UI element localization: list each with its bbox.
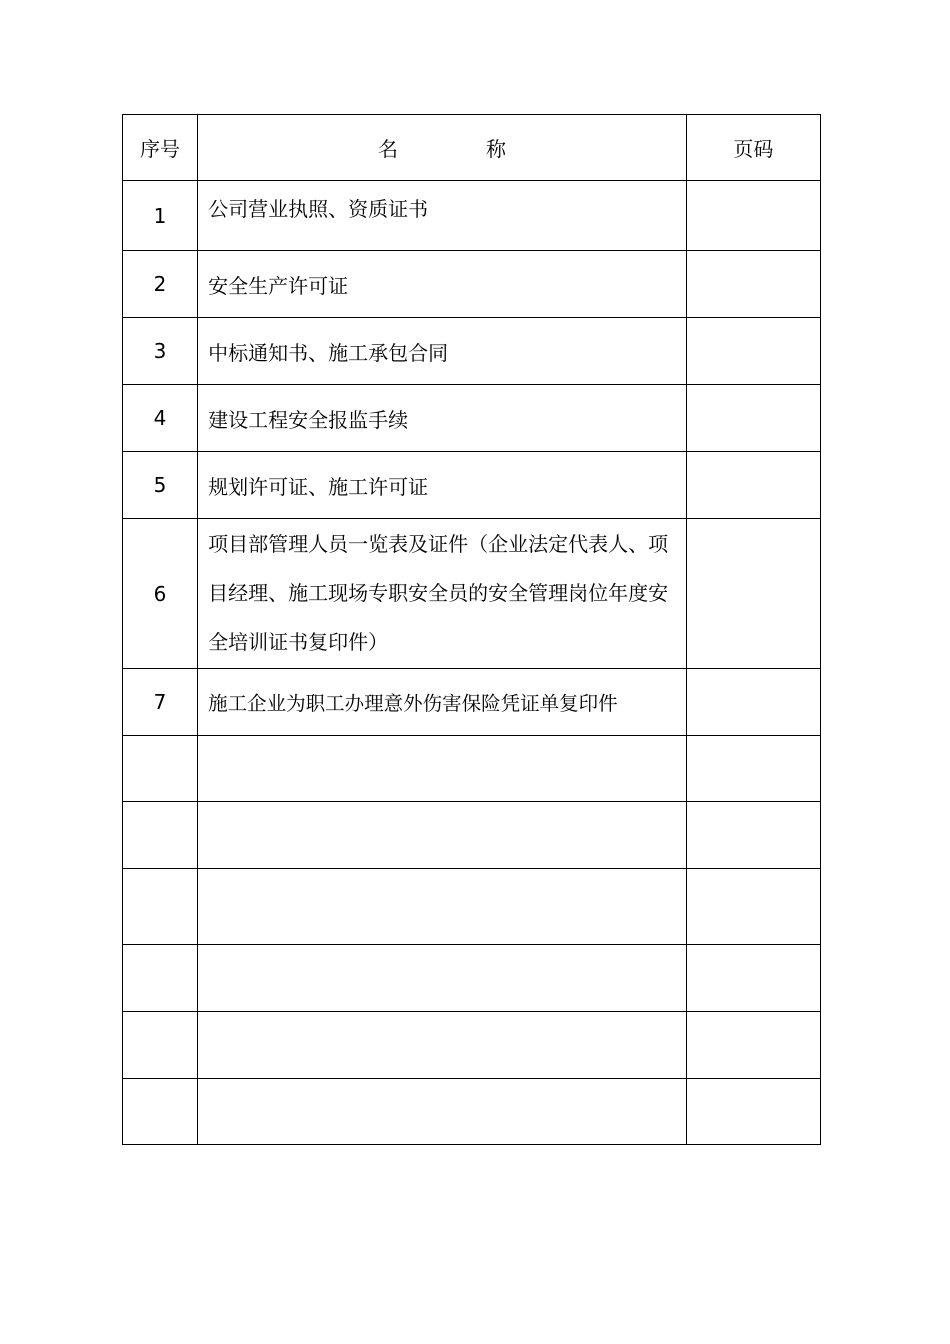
row-name: 安全生产许可证 (198, 251, 687, 318)
table-row (123, 251, 821, 318)
row-page (686, 945, 820, 1012)
row-page (686, 1079, 820, 1145)
row-name (198, 945, 687, 1012)
row-page (686, 669, 820, 736)
table-row (123, 318, 821, 385)
table-row (123, 669, 821, 736)
row-page (686, 519, 820, 669)
row-page (686, 802, 820, 869)
table-row (123, 519, 821, 669)
header-name-left: 名 (377, 137, 398, 161)
row-name: 建设工程安全报监手续 (198, 385, 687, 452)
table-row (123, 802, 821, 869)
row-seq: 2 (123, 251, 198, 318)
row-seq (123, 869, 198, 945)
row-page (686, 251, 820, 318)
header-seq: 序号 (123, 115, 198, 181)
row-name (198, 736, 687, 802)
row-page (686, 385, 820, 452)
row-name: 施工企业为职工办理意外伤害保险凭证单复印件 (198, 669, 687, 736)
row-name: 公司营业执照、资质证书 (198, 181, 687, 251)
row-name (198, 802, 687, 869)
row-seq (123, 945, 198, 1012)
table-row (123, 1012, 821, 1079)
row-page (686, 452, 820, 519)
table-row (123, 181, 821, 251)
table-row (123, 1079, 821, 1145)
row-name (198, 869, 687, 945)
row-seq: 1 (123, 181, 198, 251)
row-seq (123, 802, 198, 869)
row-seq: 4 (123, 385, 198, 452)
header-page: 页码 (686, 115, 820, 181)
table-header-row (123, 115, 821, 181)
row-name (198, 1012, 687, 1079)
row-seq: 3 (123, 318, 198, 385)
index-table (122, 114, 821, 1145)
header-name-right: 称 (485, 137, 506, 161)
row-name (198, 1079, 687, 1145)
row-name: 规划许可证、施工许可证 (198, 452, 687, 519)
table-row (123, 945, 821, 1012)
row-seq: 7 (123, 669, 198, 736)
row-seq (123, 1079, 198, 1145)
header-name (198, 115, 687, 181)
row-page (686, 181, 820, 251)
table-row (123, 736, 821, 802)
table-row (123, 385, 821, 452)
row-page (686, 1012, 820, 1079)
row-seq: 5 (123, 452, 198, 519)
row-page (686, 736, 820, 802)
table-row (123, 869, 821, 945)
row-seq: 6 (123, 519, 198, 669)
row-seq (123, 1012, 198, 1079)
table-row (123, 452, 821, 519)
row-name: 中标通知书、施工承包合同 (198, 318, 687, 385)
row-name: 项目部管理人员一览表及证件（企业法定代表人、项目经理、施工现场专职安全员的安全管理岗位年度安全培训证书复印件） (198, 519, 687, 669)
row-page (686, 318, 820, 385)
row-seq (123, 736, 198, 802)
row-page (686, 869, 820, 945)
